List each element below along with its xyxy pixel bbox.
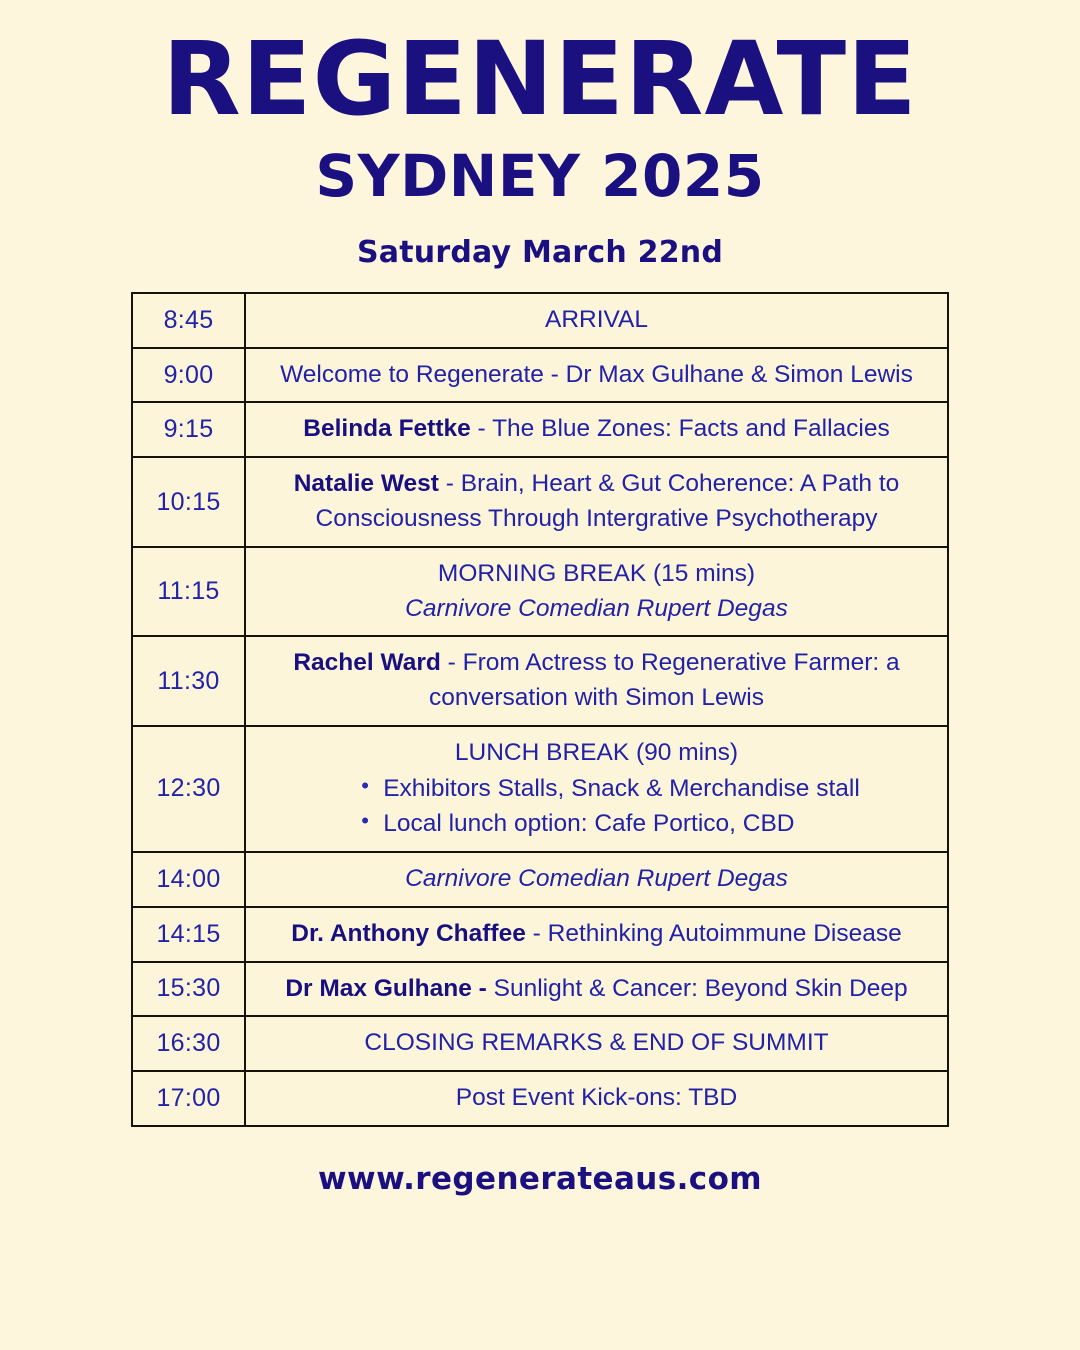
session-description — [245, 1071, 948, 1126]
session-line — [252, 358, 941, 393]
session-description — [245, 726, 948, 852]
speaker-name: Natalie West — [293, 470, 439, 498]
session-line — [252, 502, 941, 537]
session-line — [252, 1026, 941, 1061]
poster-header — [0, 0, 1080, 270]
list-item: • Exhibitors Stalls, Snack & Merchandise stall — [361, 771, 860, 807]
session-text: - From Actress to Regenerative Farmer: a — [440, 649, 900, 677]
session-description — [245, 293, 948, 348]
event-location-year: SYDNEY 2025 — [315, 142, 765, 211]
speaker-name: Belinda Fettke — [303, 415, 471, 443]
session-text: Consciousness Through Intergrative Psychotherapy — [315, 505, 878, 533]
session-time: 10:15 — [132, 457, 245, 547]
event-date: Saturday March 22nd — [357, 234, 723, 270]
session-time: 11:15 — [132, 547, 245, 637]
session-line — [252, 303, 941, 338]
session-text: Sunlight & Cancer: Beyond Skin Deep — [486, 974, 908, 1002]
session-time: 14:00 — [132, 852, 245, 907]
session-italic-note: Carnivore Comedian Rupert Degas — [405, 594, 788, 622]
table-row — [132, 1016, 948, 1071]
session-description — [245, 348, 948, 403]
session-text: - Rethinking Autoimmune Disease — [525, 919, 902, 947]
table-row — [132, 962, 948, 1017]
session-text: - Brain, Heart & Gut Coherence: A Path to — [438, 470, 900, 498]
session-line — [252, 646, 941, 681]
table-row — [132, 402, 948, 457]
session-italic-note: Carnivore Comedian Rupert Degas — [405, 865, 788, 892]
session-description — [245, 457, 948, 547]
session-time: 17:00 — [132, 1071, 245, 1126]
session-description — [245, 636, 948, 726]
session-description — [245, 1016, 948, 1071]
session-time: 8:45 — [132, 293, 245, 348]
table-row — [132, 293, 948, 348]
session-time: 12:30 — [132, 726, 245, 852]
session-time: 11:30 — [132, 636, 245, 726]
session-text: - The Blue Zones: Facts and Fallacies — [470, 415, 890, 443]
schedule-table-body — [132, 293, 948, 1126]
session-description — [245, 962, 948, 1017]
table-row — [132, 852, 948, 907]
session-text: CLOSING REMARKS & END OF SUMMIT — [364, 1029, 829, 1057]
website-footer[interactable]: www.regenerateaus.com — [318, 1160, 762, 1197]
session-line — [252, 736, 941, 771]
schedule-container — [131, 292, 949, 1127]
table-row — [132, 348, 948, 403]
session-time: 15:30 — [132, 962, 245, 1017]
session-line — [252, 592, 941, 627]
session-bullet-list — [333, 771, 860, 842]
session-line — [252, 467, 941, 502]
table-row — [132, 636, 948, 726]
speaker-name: Dr Max Gulhane - — [285, 974, 487, 1002]
session-text: MORNING BREAK (15 mins) — [437, 559, 756, 587]
session-text: Welcome to Regenerate - Dr Max Gulhane & Simon Lewis — [280, 360, 913, 388]
session-line — [252, 972, 941, 1007]
session-line — [252, 862, 941, 897]
session-description — [245, 547, 948, 637]
session-description — [245, 852, 948, 907]
session-line — [252, 1081, 941, 1116]
session-text: ARRIVAL — [544, 305, 649, 333]
table-row — [132, 457, 948, 547]
table-row — [132, 1071, 948, 1126]
session-text: Post Event Kick-ons: TBD — [455, 1084, 738, 1112]
event-title: REGENERATE — [162, 20, 918, 139]
schedule-table — [131, 292, 949, 1127]
session-line — [252, 917, 941, 952]
session-time: 16:30 — [132, 1016, 245, 1071]
session-text: conversation with Simon Lewis — [429, 684, 764, 712]
session-line — [252, 557, 941, 592]
session-text: LUNCH BREAK (90 mins) — [454, 738, 739, 766]
session-line — [252, 681, 941, 716]
session-time: 9:00 — [132, 348, 245, 403]
speaker-name: Rachel Ward — [293, 649, 441, 677]
list-item: • Local lunch option: Cafe Portico, CBD — [361, 806, 860, 842]
table-row — [132, 907, 948, 962]
session-line — [252, 412, 941, 447]
session-description — [245, 907, 948, 962]
session-description — [245, 402, 948, 457]
session-time: 9:15 — [132, 402, 245, 457]
speaker-name: Dr. Anthony Chaffee — [291, 919, 526, 947]
table-row — [132, 726, 948, 852]
table-row — [132, 547, 948, 637]
session-time: 14:15 — [132, 907, 245, 962]
